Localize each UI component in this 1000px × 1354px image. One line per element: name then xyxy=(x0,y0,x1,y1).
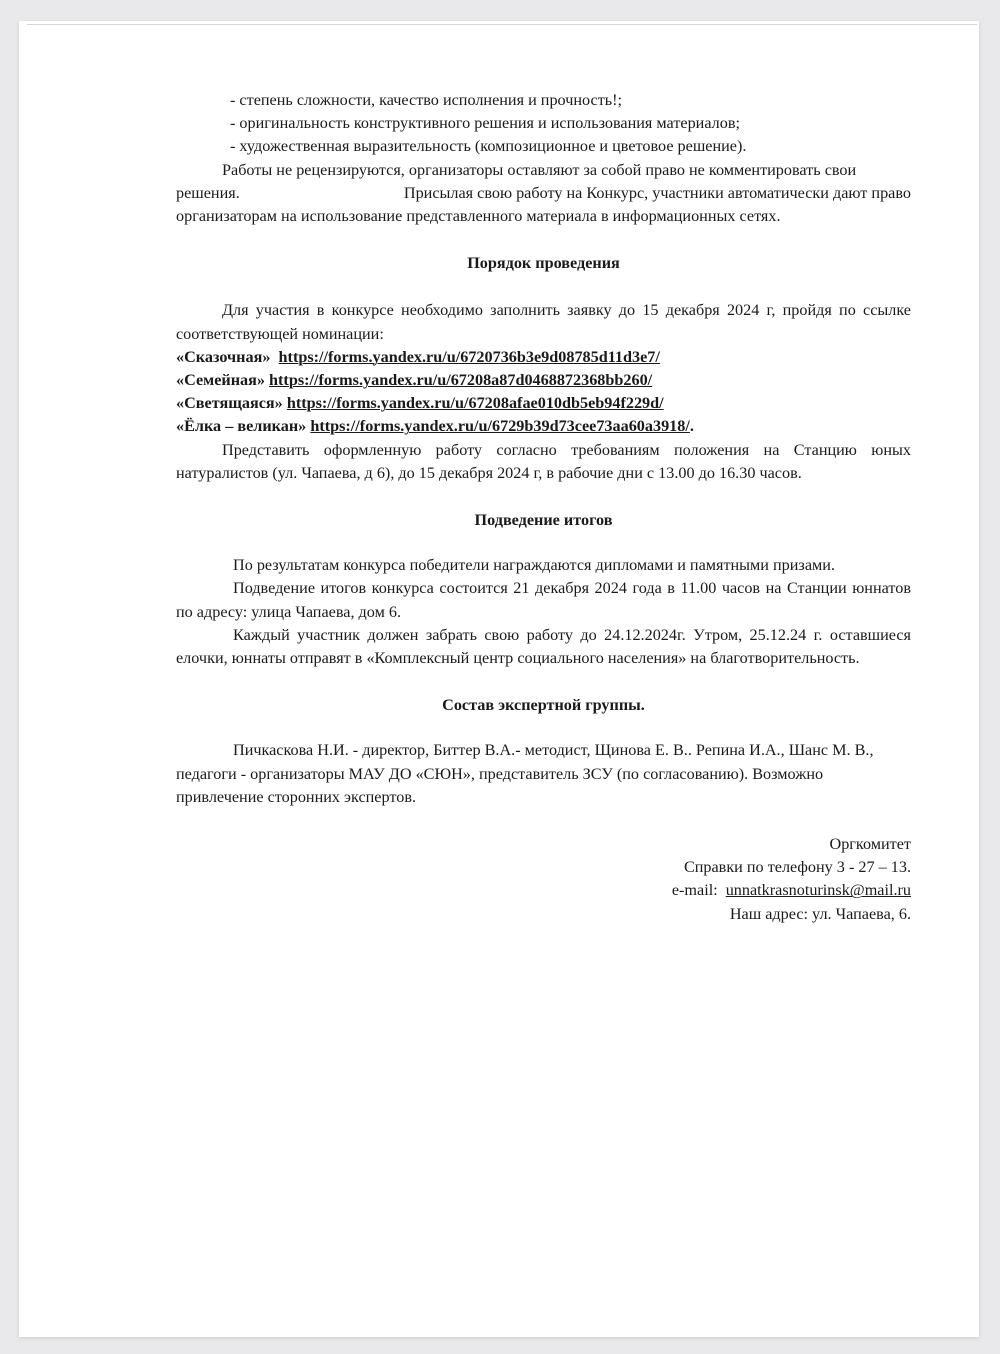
procedure-intro: Для участия в конкурсе необходимо заполнить заявку до 15 декабря 2024 г, пройдя по ссылке соответствующей номинации: xyxy=(176,301,911,343)
signature-email-link[interactable]: unnatkrasnoturinsk@mail.ru xyxy=(725,881,911,900)
review-note-line-2 xyxy=(176,182,911,205)
nomination-name: «Сказочная» xyxy=(176,347,271,366)
document-content xyxy=(176,89,911,926)
section-heading-experts: Состав экспертной группы. xyxy=(442,696,645,715)
nomination-link[interactable]: https://forms.yandex.ru/u/67208a87d0468872368bb260/ xyxy=(269,371,653,390)
document-page xyxy=(19,21,979,1337)
results-paragraph: Каждый участник должен забрать свою работу до 24.12.2024г. Утром, 25.12.24 г. оставшиеся елочки, юннаты отправят в «Комплексный центр социального населения» на благотворительность. xyxy=(176,625,911,668)
criteria-item: - оригинальность конструктивного решения и использования материалов; xyxy=(230,114,740,133)
review-note-line-1: Работы не рецензируются, организаторы оставляют за собой право не комментировать свои xyxy=(222,160,857,179)
nomination-link[interactable]: https://forms.yandex.ru/u/6729b39d73cee73aa60a3918/ xyxy=(310,417,690,436)
experts-text: Пичкаскова Н.И. - директор, Биттер В.А.- методист, Щинова Е. В.. Репина И.А., Шанс М. В., педагоги - организаторы МАУ ДО «СЮН», представитель ЗСУ (по согласованию). Возможно привлечение сторонних экспертов. xyxy=(176,741,874,806)
nomination-name: «Семейная» xyxy=(176,371,265,390)
signature-committee: Оргкомитет xyxy=(829,835,911,854)
signature-email-label: e-mail: xyxy=(671,881,718,900)
nomination-family xyxy=(176,369,911,392)
signature-address: Наш адрес: ул. Чапаева, 6. xyxy=(729,904,911,923)
nomination-name: «Светящаяся» xyxy=(176,394,283,413)
results-paragraph: Подведение итогов конкурса состоится 21 декабря 2024 года в 11.00 часов на Станции юннатов по адресу: улица Чапаева, дом 6. xyxy=(176,579,911,621)
nomination-link[interactable]: https://forms.yandex.ru/u/67208afae010db5eb94f229d/ xyxy=(286,394,664,413)
nomination-glowing xyxy=(176,392,911,415)
signature-phone: Справки по телефону 3 - 27 – 13. xyxy=(683,858,911,877)
review-note-line-3: организаторам на использование представленного материала в информационных сетях. xyxy=(176,207,781,226)
criteria-item: - степень сложности, качество исполнения и прочность!; xyxy=(230,91,623,109)
nomination-fairy-tale xyxy=(176,346,911,369)
results-paragraph: По результатам конкурса победители награждаются дипломами и памятными призами. xyxy=(233,556,835,575)
signature-email-line xyxy=(176,879,911,902)
review-note-line-2-right: Присылая свою работу на Конкурс, участники автоматически дают право xyxy=(403,183,911,202)
section-heading-procedure: Порядок проведения xyxy=(467,254,620,273)
procedure-submission: Представить оформленную работу согласно требованиям положения на Станцию юных натуралистов (ул. Чапаева, д 6), до 15 декабря 2024 г, в рабочие дни с 13.00 до 16.30 часов. xyxy=(176,440,911,482)
criteria-item: - художественная выразительность (композиционное и цветовое решение). xyxy=(230,137,747,156)
nomination-link[interactable]: https://forms.yandex.ru/u/6720736b3e9d08785d11d3e7/ xyxy=(278,347,660,366)
nomination-giant-tree: «Ёлка – великан» https://forms.yandex.ru/u/6729b39d73cee73aa60a3918/. xyxy=(176,417,694,436)
nomination-name: «Ёлка – великан» xyxy=(176,417,307,436)
review-note-line-2-left: решения. xyxy=(176,183,240,202)
page-top-edge xyxy=(27,24,977,25)
section-heading-results: Подведение итогов xyxy=(474,511,613,530)
